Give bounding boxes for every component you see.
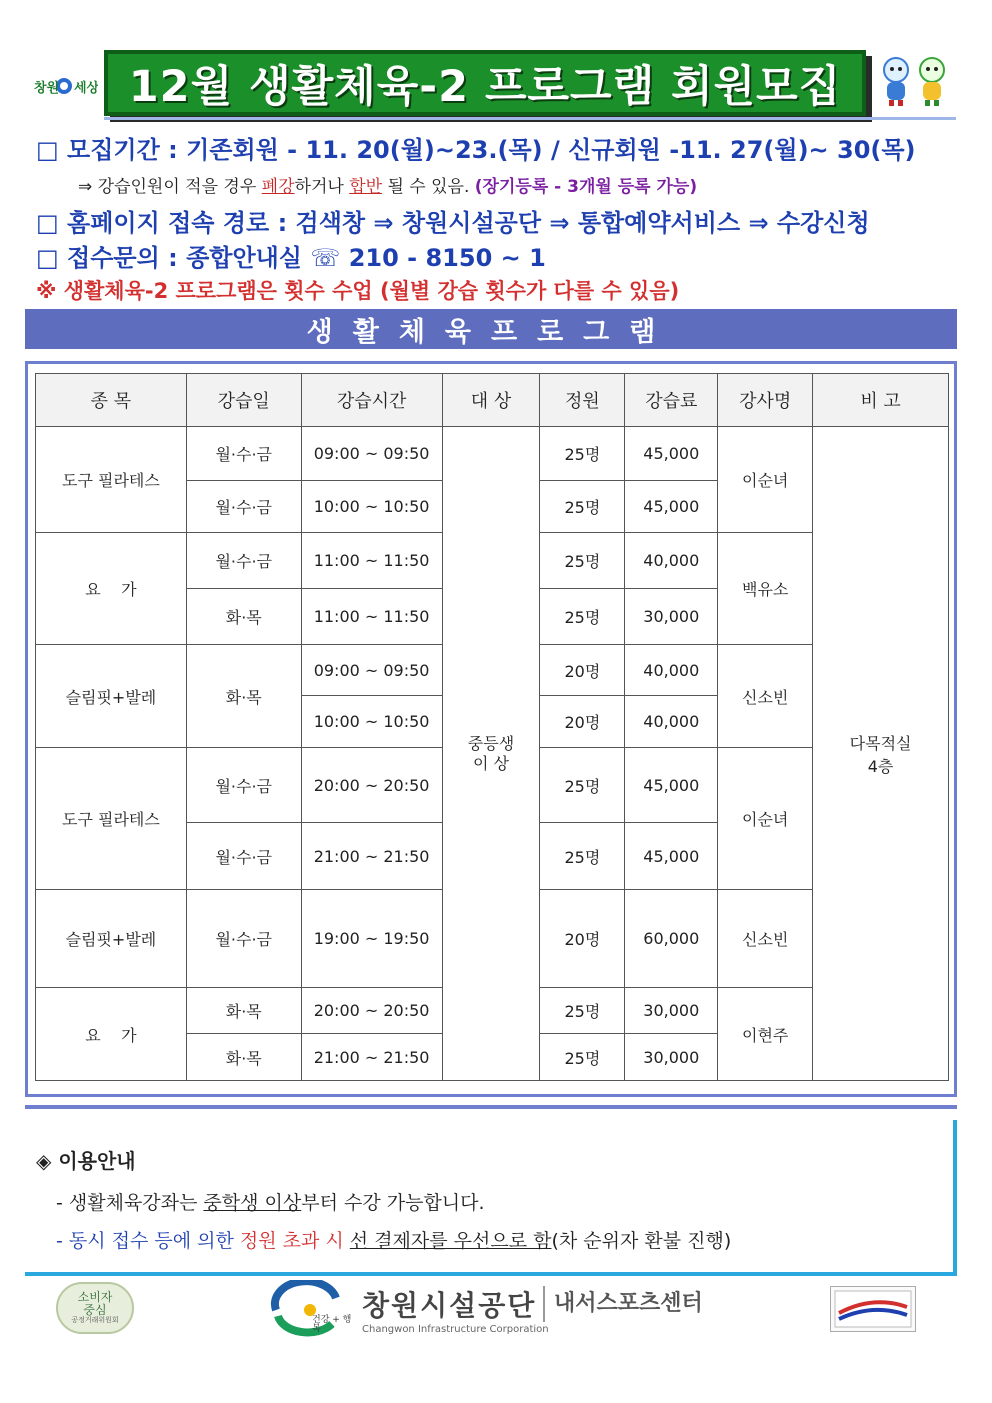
fee: 30,000 <box>625 1034 718 1081</box>
fee: 30,000 <box>625 988 718 1034</box>
capacity: 25명 <box>540 823 625 890</box>
target: 중등생 이 상 <box>467 734 515 773</box>
column-header: 강사명 <box>718 374 813 427</box>
fee: 45,000 <box>625 748 718 823</box>
fee: 40,000 <box>625 696 718 748</box>
closure-note-text: ⇒ 강습인원이 적을 경우 <box>78 177 262 197</box>
closure-note-text: 될 수 있음. <box>382 177 475 197</box>
homepage-path: □ 홈페이지 접속 경로 : 검색창 ⇒ 창원시설공단 ⇒ 통합예약서비스 ⇒ 수강신청 <box>36 209 870 237</box>
header-divider <box>104 117 956 120</box>
table-row <box>36 427 949 481</box>
session-warning: ※ 생활체육-2 프로그램은 횟수 수업 (월별 강습 횟수가 다를 수 있음) <box>36 279 680 303</box>
section-banner: 생활체육프로그램 <box>25 309 957 349</box>
class-time: 19:00 ~ 19:50 <box>301 890 442 988</box>
fee: 45,000 <box>625 427 718 481</box>
fee: 45,000 <box>625 823 718 890</box>
organization-english-name: Changwon Infrastructure Corporation <box>362 1324 549 1335</box>
badge-small-text: 공정거래위원회 <box>71 1316 119 1325</box>
program-name: 도구 필라테스 <box>36 427 187 533</box>
remark-cell <box>813 427 949 1081</box>
class-time: 20:00 ~ 20:50 <box>301 988 442 1034</box>
column-header: 비 고 <box>813 374 949 427</box>
svg-text:세상: 세상 <box>74 81 98 96</box>
target-cell <box>442 427 540 1081</box>
recruitment-period: □ 모집기간 : 기존회원 - 11. 20(월)~23.(목) / 신규회원 -11. 27(월)~ 30(목) <box>36 136 916 164</box>
capacity: 25명 <box>540 481 625 533</box>
program-name: 요 가 <box>36 988 187 1081</box>
class-days: 화·목 <box>186 988 301 1034</box>
page-title: 12월 생활체육-2 프로그램 회원모집 <box>128 61 842 112</box>
capacity: 20명 <box>540 696 625 748</box>
fee: 60,000 <box>625 890 718 988</box>
badge-text: 중심 <box>83 1303 107 1318</box>
usage-guide-title: ◈ 이용안내 <box>36 1149 136 1173</box>
table-bottom-divider <box>25 1105 957 1109</box>
instructor: 신소빈 <box>718 890 813 988</box>
column-header: 강습일 <box>186 374 301 427</box>
capacity: 25명 <box>540 533 625 589</box>
instructor: 이현주 <box>718 988 813 1081</box>
fee: 40,000 <box>625 645 718 696</box>
class-days: 월·수·금 <box>186 427 301 481</box>
column-header: 강습료 <box>625 374 718 427</box>
program-name: 슬림핏+발레 <box>36 890 187 988</box>
column-header: 종 목 <box>36 374 187 427</box>
column-header: 대 상 <box>442 374 540 427</box>
closure-note <box>78 172 697 197</box>
class-time: 09:00 ~ 09:50 <box>301 427 442 481</box>
mascot-icon <box>914 56 950 108</box>
capacity: 25명 <box>540 988 625 1034</box>
capacity: 25명 <box>540 748 625 823</box>
program-name: 도구 필라테스 <box>36 748 187 890</box>
city-logo <box>30 62 98 118</box>
class-time: 21:00 ~ 21:50 <box>301 823 442 890</box>
usage-text: - 동시 접수 등에 의한 <box>56 1230 240 1252</box>
column-header: 정원 <box>540 374 625 427</box>
capacity: 20명 <box>540 890 625 988</box>
usage-text: (차 순위자 환불 진행) <box>551 1230 732 1252</box>
capacity: 20명 <box>540 645 625 696</box>
badge-text: 소비자 <box>77 1289 113 1304</box>
instructor: 백유소 <box>718 533 813 645</box>
closure-word: 폐강 <box>261 177 295 197</box>
mascot-icon <box>878 56 914 108</box>
consumer-badge <box>56 1282 134 1334</box>
class-time: 10:00 ~ 10:50 <box>301 481 442 533</box>
remark-floor: 4층 <box>867 756 894 776</box>
class-time: 11:00 ~ 11:50 <box>301 589 442 645</box>
class-days: 화·목 <box>186 645 301 748</box>
capacity: 25명 <box>540 1034 625 1081</box>
class-time: 09:00 ~ 09:50 <box>301 645 442 696</box>
program-name: 요 가 <box>36 533 187 645</box>
usage-highlight: 중학생 이상 <box>203 1192 302 1214</box>
page-title-box <box>104 50 866 116</box>
remark-room: 다목적실 <box>849 733 912 753</box>
class-days: 월·수·금 <box>186 748 301 823</box>
fee: 40,000 <box>625 533 718 589</box>
class-time: 10:00 ~ 10:50 <box>301 696 442 748</box>
class-days: 월·수·금 <box>186 890 301 988</box>
usage-text: - 생활체육강좌는 <box>56 1192 204 1214</box>
table-header-row <box>36 374 949 427</box>
class-time: 11:00 ~ 11:50 <box>301 533 442 589</box>
class-days: 화·목 <box>186 589 301 645</box>
instructor: 이순녀 <box>718 748 813 890</box>
usage-line-1 <box>56 1188 485 1215</box>
usage-text: 부터 수강 가능합니다. <box>301 1192 485 1214</box>
class-days: 월·수·금 <box>186 533 301 589</box>
usage-highlight: 선 결제자를 우선으로 함 <box>349 1230 552 1252</box>
instructor: 신소빈 <box>718 645 813 748</box>
class-time: 20:00 ~ 20:50 <box>301 748 442 823</box>
svg-text:창원: 창원 <box>34 81 60 96</box>
class-days: 화·목 <box>186 1034 301 1081</box>
long-term-note: (장기등록 - 3개월 등록 가능) <box>474 177 698 197</box>
capacity: 25명 <box>540 589 625 645</box>
class-time: 21:00 ~ 21:50 <box>301 1034 442 1081</box>
footer-separator <box>543 1286 545 1322</box>
closure-note-text: 하거나 <box>294 177 350 197</box>
fee: 45,000 <box>625 481 718 533</box>
organization-name: 창원시설공단 <box>362 1289 537 1322</box>
class-days: 월·수·금 <box>186 823 301 890</box>
slogan: 건강 + 행복 <box>312 1315 352 1334</box>
capacity: 25명 <box>540 427 625 481</box>
center-name: 내서스포츠센터 <box>554 1291 703 1316</box>
column-header: 강습시간 <box>301 374 442 427</box>
class-days: 월·수·금 <box>186 481 301 533</box>
merge-word: 합반 <box>349 177 383 197</box>
usage-line-2 <box>56 1226 731 1253</box>
schedule-table <box>35 373 949 1081</box>
certification-emblem-icon <box>830 1286 916 1332</box>
program-name: 슬림핏+발레 <box>36 645 187 748</box>
usage-highlight: 정원 초과 시 <box>239 1230 344 1252</box>
instructor: 이순녀 <box>718 427 813 533</box>
fee: 30,000 <box>625 589 718 645</box>
contact-info: □ 접수문의 : 종합안내실 ☏ 210 - 8150 ~ 1 <box>36 244 546 272</box>
